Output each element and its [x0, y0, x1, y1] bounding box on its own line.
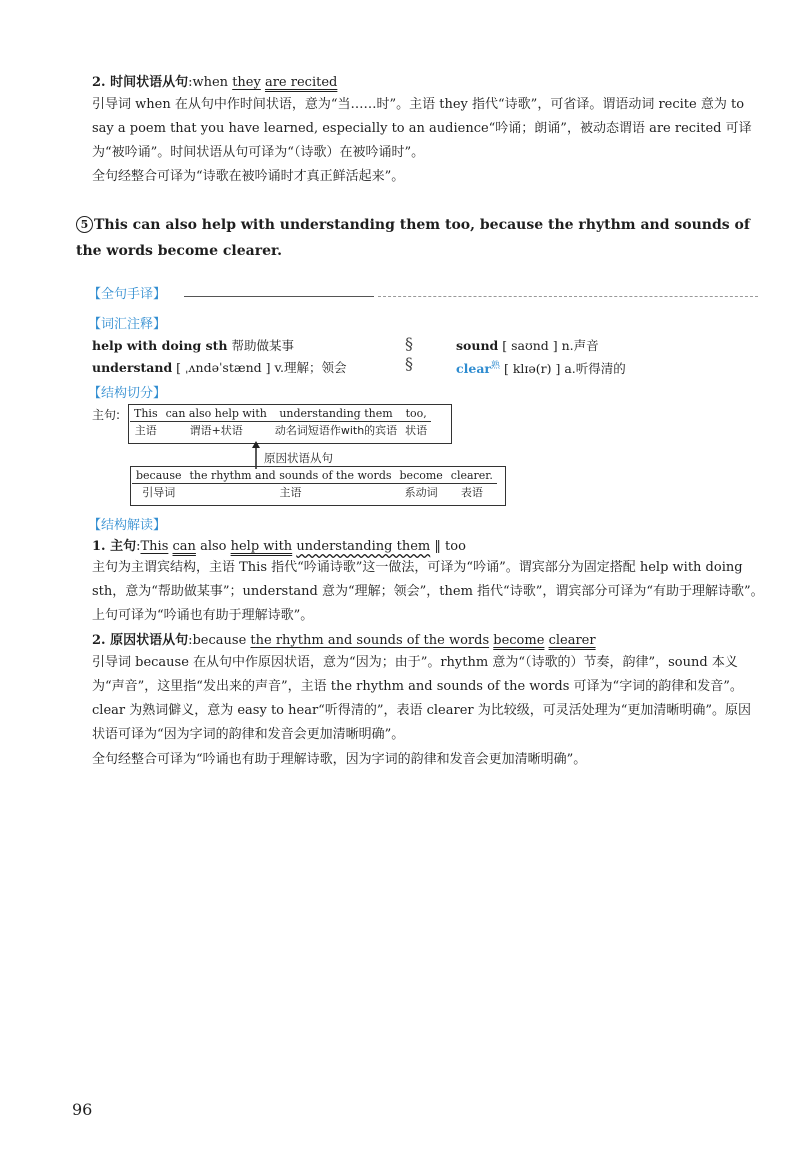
- heading-colon: :: [136, 539, 141, 554]
- vocab-definition: [ ˌʌndəˈstænd ] v.理解；领会: [172, 360, 347, 375]
- analysis-label: 【结构解读】: [88, 518, 167, 533]
- heading-separator: ‖: [434, 539, 441, 554]
- vocab-item-sound: [456, 336, 599, 354]
- vocab-definition: 帮助做某事: [227, 338, 294, 353]
- main-clause-paragraph: [92, 556, 764, 628]
- heading-prefix: :when: [188, 75, 233, 90]
- heading-become: become: [493, 633, 545, 648]
- heading-too: too: [445, 539, 466, 554]
- sub-bottom-cell: 引导词: [142, 486, 176, 499]
- heading-can: can: [172, 539, 196, 554]
- heading-understanding-them: understanding them: [296, 539, 431, 554]
- heading-also: also: [200, 539, 227, 554]
- final-translation-paragraph: [92, 748, 764, 772]
- time-clause-heading: [92, 74, 337, 92]
- main-clause-table: [130, 405, 431, 438]
- sub-top-cell: because: [132, 467, 186, 484]
- reason-clause-heading: [92, 632, 596, 650]
- translation-answer-line[interactable]: [184, 296, 374, 297]
- heading-because: :because: [188, 633, 251, 648]
- reason-clause-text: 引导词 because 在从句中作原因状语，意为“因为；由于”。rhythm 意为“（诗歌的）节奏，韵律”，sound 本义为“声音”，这里指“发出来的声音”，主语 the rhythm and sounds of the words 可译为“字词的韵律和发音”。clear 为熟词僻义，意为 easy to hear“听得清的”，表语 clearer 为比较级，可灵活处理为“更加清晰明确”。原因状语可译为“因为字词的韵律和发音会更加清晰明确”。: [92, 655, 752, 742]
- main-bottom-cell: 状语: [405, 424, 428, 437]
- heading-subject: the rhythm and sounds of the words: [250, 633, 490, 648]
- sub-top-cell: clearer.: [447, 467, 497, 484]
- main-bottom-cell: 谓语+状语: [189, 424, 243, 437]
- vocab-definition: [ klɪə(r) ] a.听得清的: [500, 361, 626, 377]
- main-bottom-cell: 动名词短语作with的宾语: [274, 424, 398, 437]
- main-top-cell: This: [130, 405, 162, 422]
- familiar-word-mark: 熟: [491, 361, 501, 371]
- structure-label: 【结构切分】: [88, 386, 167, 401]
- main-clause-heading: [92, 538, 466, 556]
- heading-help-with: help with: [230, 539, 293, 554]
- arrow-up-icon: [250, 441, 262, 469]
- page-number: 96: [72, 1100, 93, 1119]
- vocab-item-understand: [92, 358, 347, 376]
- main-clause-heading-label: 1. 主句: [92, 539, 137, 554]
- time-clause-summary: [92, 165, 764, 189]
- sentence-5: [76, 212, 756, 264]
- vocab-word: help with doing sth: [92, 338, 228, 353]
- sub-bottom-cell: 主语: [279, 486, 302, 499]
- heading-they: they: [232, 75, 261, 90]
- main-clause-text: 主句为主谓宾结构，主语 This 指代“吟诵诗歌”这一做法，可译为“吟诵”。谓宾部分为固定搭配 help with doing sth，意为“帮助做某事”；understand 意为“理解；领会”，them 指代“诗歌”，谓宾部分可译为“有助于理解诗歌”。上句可译为“吟诵也有助于理解诗歌”。: [92, 560, 764, 623]
- sub-top-cell: the rhythm and sounds of the words: [186, 467, 396, 484]
- reason-clause-paragraph: [92, 651, 764, 747]
- main-bottom-cell: 主语: [134, 424, 157, 437]
- heading-this: This: [140, 539, 169, 554]
- vocab-definition: [ saʊnd ] n.声音: [498, 338, 599, 353]
- vocab-item-clear: [456, 358, 626, 377]
- vocab-divider-icon: §: [405, 334, 413, 353]
- sentence-number-badge: 5: [76, 216, 93, 233]
- vocab-divider-icon: §: [405, 354, 413, 373]
- vocab-label: 【词汇注释】: [88, 317, 167, 332]
- arrow-label: 原因状语从句: [264, 451, 333, 465]
- time-clause-heading-label: 2. 时间状语从句: [92, 75, 189, 90]
- main-top-cell: can also help with: [162, 405, 271, 422]
- sub-top-cell: become: [396, 467, 447, 484]
- reason-clause-heading-label: 2. 原因状语从句: [92, 633, 189, 648]
- sentence-5-text: This can also help with understanding them too, because the rhythm and sounds of the words become clearer.: [76, 217, 750, 259]
- heading-are-recited: are recited: [264, 75, 338, 90]
- heading-clearer: clearer: [548, 633, 596, 648]
- time-clause-paragraph: [92, 93, 764, 165]
- vocab-word: clear: [456, 361, 491, 377]
- final-translation-text: 全句经整合可译为“吟诵也有助于理解诗歌，因为字词的韵律和发音会更加清晰明确”。: [92, 752, 587, 767]
- main-top-cell: too,: [401, 405, 431, 422]
- main-top-cell: understanding them: [271, 405, 401, 422]
- main-clause-label: 主句:: [92, 408, 121, 422]
- sub-bottom-cell: 系动词: [404, 486, 438, 499]
- vocab-word: understand: [92, 360, 173, 375]
- sub-bottom-cell: 表语: [460, 486, 483, 499]
- vocab-item-help-with: [92, 336, 294, 354]
- sub-clause-table: [132, 467, 497, 500]
- vocab-word: sound: [456, 338, 499, 353]
- time-clause-text: 引导词 when 在从句中作时间状语，意为“当……时”。主语 they 指代“诗歌”，可省译。谓语动词 recite 意为 to say a poem that you have learned, especially to an audience“吟诵；朗诵”，被动态谓语 are recited 可译为“被吟诵”。时间状语从句可译为“（诗歌）在被吟诵时”。: [92, 97, 752, 160]
- translation-answer-line-extension: [378, 296, 758, 297]
- time-clause-summary-text: 全句经整合可译为“诗歌在被吟诵时才真正鲜活起来”。: [92, 169, 405, 184]
- translate-label: 【全句手译】: [88, 287, 167, 302]
